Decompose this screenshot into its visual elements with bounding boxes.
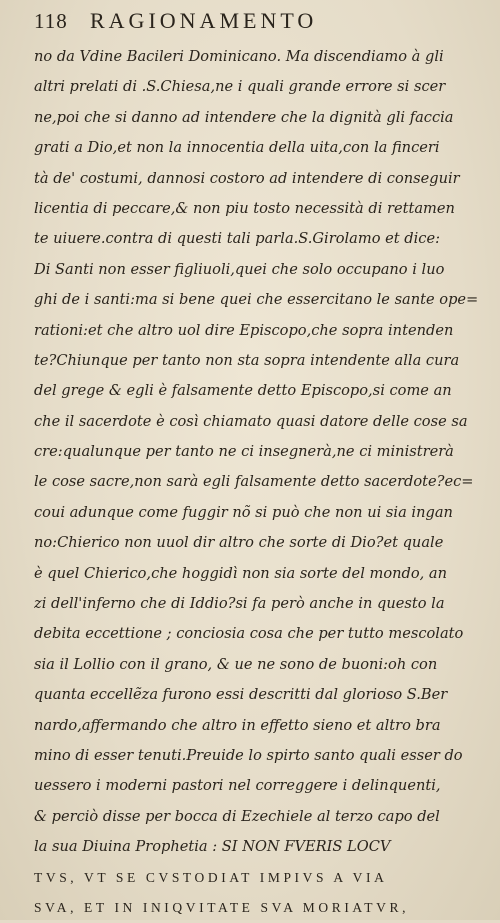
text-line: debita eccettione ; conciosia cosa che per tutto mescolato xyxy=(34,625,464,643)
text-line: coui adunque come fuggir nõ si può che non ui sia ingan xyxy=(34,503,453,521)
text-line: uessero i moderni pastori nel correggere i delinquenti, xyxy=(34,777,441,795)
text-line: sia il Lollio con il grano, & ue ne sono de buoni:oh con xyxy=(34,655,438,673)
text-line: Di Santi non esser figliuoli,quei che solo occupano i luo xyxy=(34,260,445,278)
text-line: & perciò disse per bocca di Ezechiele al terzo capo del xyxy=(34,807,440,825)
text-line: altri prelati di .S.Chiesa,ne i quali grande errore si scer xyxy=(34,78,446,96)
text-line: è quel Chierico,che hoggidì non sia sorte del mondo, an xyxy=(34,564,448,582)
text-line: grati a Dio,et non la innocentia della uita,con la finceri xyxy=(34,139,440,157)
text-line: nardo,affermando che altro in effetto sieno et altro bra xyxy=(34,716,441,734)
text-line-capitals: SVA, ET IN INIQVITATE SVA MORIATVR, xyxy=(34,899,410,915)
text-line: rationi:et che altro uol dire Episcopo,che sopra intenden xyxy=(34,321,454,339)
text-line: cre:qualunque per tanto ne ci insegnerà,ne ci ministrerà xyxy=(34,443,454,461)
text-line: del grege & egli è falsamente detto Episcopo,si come an xyxy=(34,382,452,400)
text-line: no:Chierico non uuol dir altro che sorte di Dio?et quale xyxy=(34,534,444,552)
text-line: mino di esser tenuti.Preuide lo spirto santo quali esser do xyxy=(34,746,463,764)
body-text xyxy=(34,42,480,923)
text-line-capitals: TVS, VT SE CVSTODIAT IMPIVS A VIA xyxy=(34,869,388,885)
text-line: tà de' costumi, dannosi costoro ad intendere di conseguir xyxy=(34,169,460,187)
text-line: quanta eccellẽza furono essi descritti dal glorioso S.Ber xyxy=(34,686,448,704)
text-line: zi dell'inferno che di Iddio?si fa però anche in questo la xyxy=(34,595,445,613)
text-line: te uiuere.contra di questi tali parla.S.Girolamo et dice: xyxy=(34,230,440,248)
text-line: le cose sacre,non sarà egli falsamente detto sacerdote?ec= xyxy=(34,473,474,491)
page-number: 118 xyxy=(34,9,68,33)
text-line: te?Chiunque per tanto non sta sopra intendente alla cura xyxy=(34,351,460,369)
text-line: no da Vdine Bacileri Dominicano. Ma discendiamo à gli xyxy=(34,48,444,65)
page-header xyxy=(34,8,480,34)
text-line: la sua Diuina Prophetia : SI NON FVERIS LOCV xyxy=(34,838,391,856)
text-line: ne,poi che si danno ad intendere che la dignità gli faccia xyxy=(34,108,454,126)
text-line: ghi de i santi:ma si bene quei che essercitano le sante ope= xyxy=(34,291,479,309)
text-line: che il sacerdote è così chiamato quasi datore delle cose sa xyxy=(34,412,468,430)
text-line: licentia di peccare,& non piu tosto necessità di rettamen xyxy=(34,199,455,217)
running-head: RAGIONAMENTO xyxy=(90,8,318,33)
